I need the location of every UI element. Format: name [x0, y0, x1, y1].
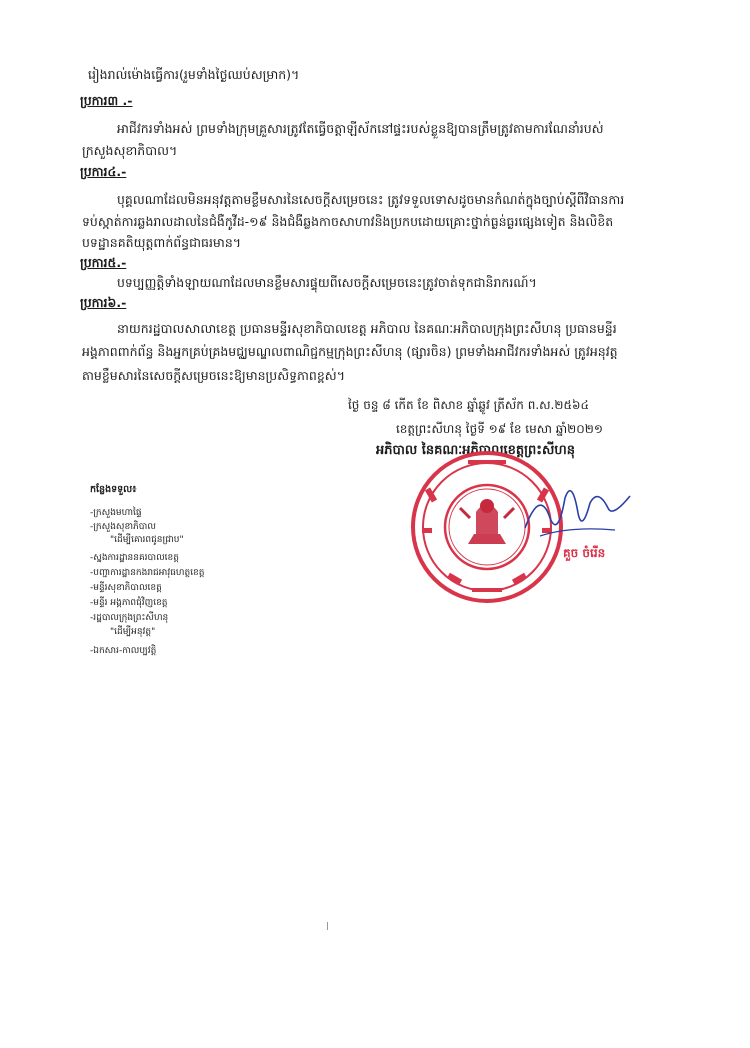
recipient-item: -បញ្ជាការដ្ឋានកងរាជអាវុធហត្ថខេត្ត [90, 568, 205, 578]
lunar-date-line: ថ្ងៃ ចន្ទ ៨ កើត ខែ ពិសាខ ឆ្នាំឆ្លូវ ត្រីស័ក ព.ស.២៥៦៤ [348, 398, 589, 412]
signature-icon [520, 478, 640, 548]
article-3-heading: ប្រការ៣ .- [80, 93, 133, 108]
signatory-name: គួច ចំរើន [563, 546, 606, 560]
signature [520, 478, 640, 552]
recipient-note: "ដើម្បីគោរពជូនជ្រាប" [110, 535, 184, 545]
article-4-line-1: បុគ្គលណាដែលមិនអនុវត្តតាមខ្លឹមសារនៃសេចក្តីសម្រេចនេះ ត្រូវទទួលទោសដូចមានកំណត់ក្នុងច្បាប់ស្តីពីវិធានការ [117, 192, 625, 207]
article-3-line-2: ក្រសួងសុខាភិបាល។ [82, 143, 178, 158]
article-5-line-1: បទប្បញ្ញត្តិទាំងឡាយណាដែលមានខ្លឹមសារផ្ទុយពីសេចក្តីសម្រេចនេះត្រូវចាត់ទុកជានិរាករណ៍។ [117, 275, 537, 290]
article-3-line-1: អាជីវករទាំងអស់ ព្រមទាំងក្រុមគ្រួសារត្រូវតែធ្វើចត្តាឡីស័កនៅផ្ទះរបស់ខ្លួនឱ្យបានត្រឹមត្រូវតាមការណែនាំរបស់ [117, 121, 604, 136]
recipient-item: -ឯកសារ-កាលប្បវត្តិ [90, 646, 157, 656]
recipient-item: -មន្ទីរសុខាភិបាលខេត្ត [90, 583, 162, 593]
article-5-heading: ប្រការ៥.- [80, 255, 127, 270]
recipients-title: កន្លែងទទួល៖ [90, 484, 137, 495]
recipient-item: -ក្រសួងមហាផ្ទៃ [90, 508, 142, 518]
recipient-item: -រដ្ឋបាលក្រុងព្រះសីហនុ [90, 613, 169, 623]
recipient-item: -មន្ទីរ អង្គភាពជុំវិញខេត្ត [90, 598, 168, 608]
article-6-line-3: តាមខ្លឹមសារនៃសេចក្តីសម្រេចនេះឱ្យមានប្រសិទ្ធភាពខ្ពស់។ [82, 368, 345, 383]
article-6-line-1: នាយករដ្ឋបាលសាលាខេត្ត ប្រធានមន្ទីរសុខាភិបាលខេត្ត អភិបាល នៃគណៈអភិបាលក្រុងព្រះសីហនុ ប្រធានមន្ទីរ [117, 321, 617, 336]
recipient-item: -ស្នងការដ្ឋាននគរបាលខេត្ត [90, 553, 179, 563]
recipient-note: "ដើម្បីអនុវត្ត" [110, 627, 156, 637]
intro-line: រៀងរាល់ម៉ោងធ្វើការ(រួមទាំងថ្ងៃឈប់សម្រាក)។ [88, 67, 300, 82]
article-6-line-2: អង្គភាពពាក់ព័ន្ធ និងអ្នកគ្រប់គ្រងមជ្ឈមណ្ឌលពាណិជ្ជកម្មក្រុងព្រះសីហនុ (ផ្សារចិន) ព្រមទាំងអាជីវករទាំងអស់ ត្រូវអនុវត្ត [82, 344, 618, 359]
scan-mark [327, 922, 328, 930]
signatory-title: អភិបាល នៃគណៈអភិបាលខេត្តព្រះសីហនុ [376, 443, 575, 458]
solar-date-line: ខេត្តព្រះសីហនុ ថ្ងៃទី ១៩ ខែ មេសា ឆ្នាំ២០២១ [396, 422, 603, 436]
recipient-item: -ក្រសួងសុខាភិបាល [90, 522, 156, 532]
article-4-line-2: ទប់ស្កាត់ការឆ្លងរាលដាលនៃជំងឺកូវីដ-១៩ និងជំងឺឆ្លងកាចសាហាវនិងប្រកបដោយគ្រោះថ្នាក់ធ្ងន់ធ្ងរផ្សេងទៀត និងលិខិត [82, 214, 614, 229]
article-4-line-3: បទដ្ឋានគតិយុត្តពាក់ព័ន្ធជាធរមាន។ [82, 235, 241, 250]
article-6-heading: ប្រការ៦.- [80, 295, 127, 310]
article-4-heading: ប្រការ៤.- [80, 164, 127, 179]
